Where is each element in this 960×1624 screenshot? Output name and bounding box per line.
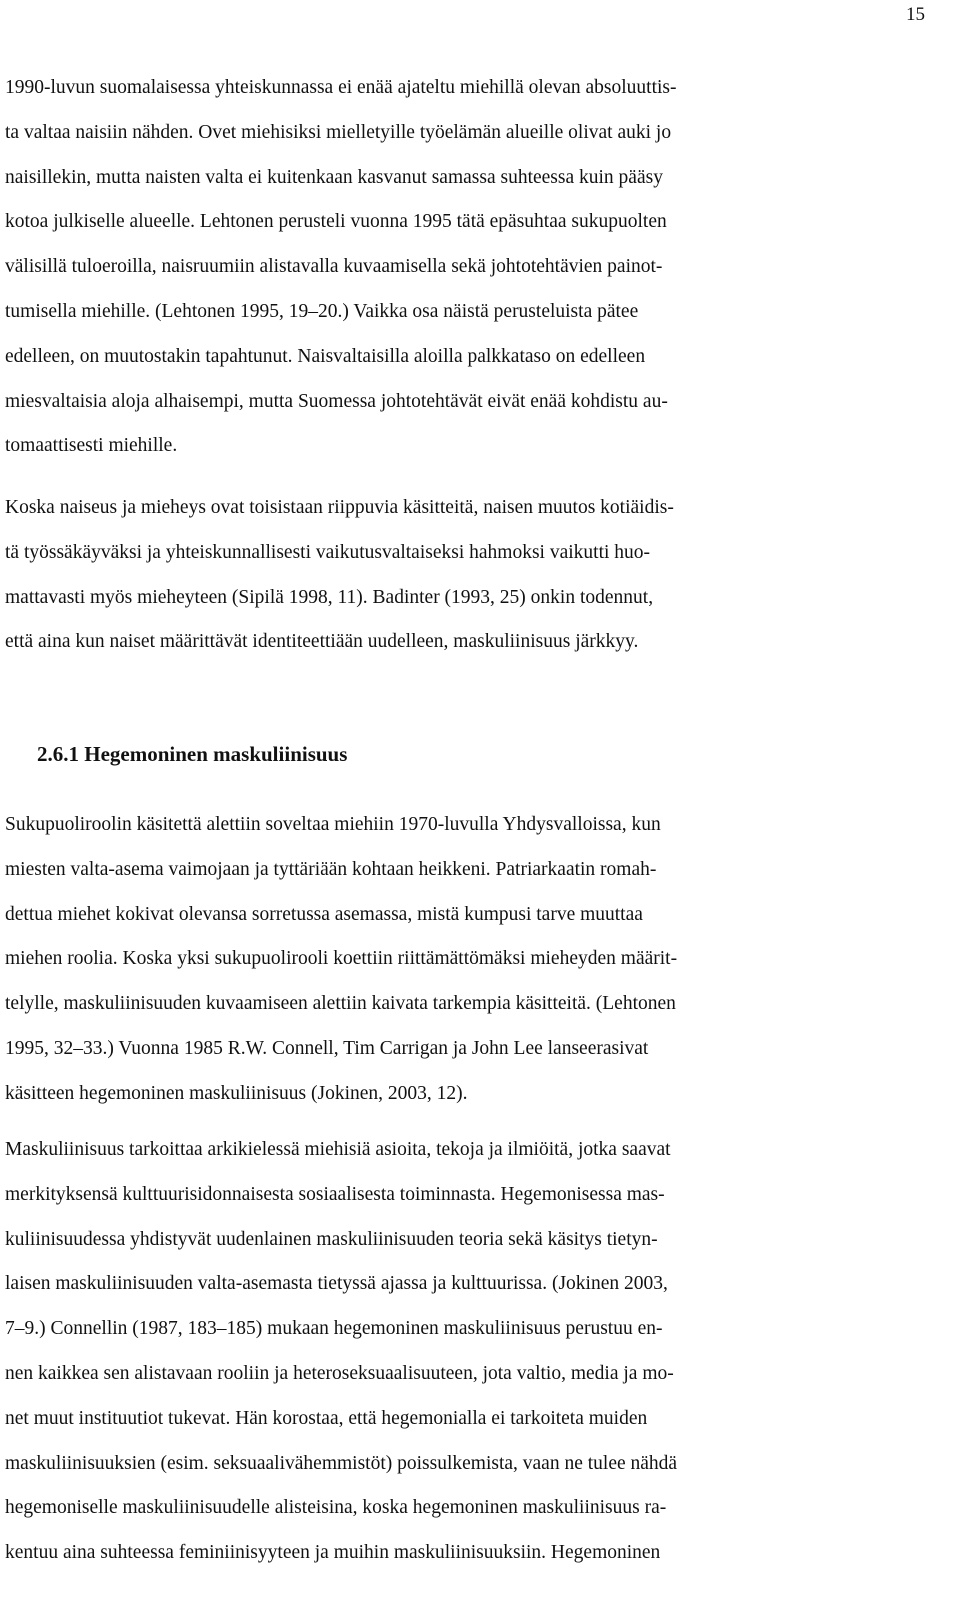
text-line: ta valtaa naisiin nähden. Ovet miehisiksi mielletyille työelämän alueille olivat auki jo [5, 121, 672, 143]
paragraph-1 [5, 66, 677, 469]
paragraph-2 [5, 486, 674, 665]
text-line: kentuu aina suhteessa feminiinisyyteen ja muihin maskuliinisuuksiin. Hegemoninen [5, 1542, 661, 1564]
text-line: nen kaikkea sen alistavaan rooliin ja heteroseksuaalisuuteen, jota valtio, media ja mo- [5, 1362, 674, 1384]
text-line: Sukupuoliroolin käsitettä alettiin soveltaa miehiin 1970-luvulla Yhdysvalloissa, kun [5, 814, 661, 835]
paragraph-4 [5, 1128, 677, 1576]
text-line: Koska naiseus ja mieheys ovat toisistaan riippuvia käsitteitä, naisen muutos kotiäidis- [5, 497, 674, 518]
text-line: 1990-luvun suomalaisessa yhteiskunnassa ei enää ajateltu miehillä olevan absoluuttis- [5, 77, 677, 98]
text-line: mattavasti myös mieheyteen (Sipilä 1998, 11). Badinter (1993, 25) onkin todennut, [5, 586, 654, 608]
text-line: laisen maskuliinisuuden valta-asemasta tietyssä ajassa ja kulttuurissa. (Jokinen 2003, [5, 1273, 668, 1295]
text-line: miesten valta-asema vaimojaan ja tyttäriään kohtaan heikkeni. Patriarkaatin romah- [5, 858, 657, 880]
section-heading: 2.6.1 Hegemoninen maskuliinisuus [37, 742, 348, 766]
text-line: välisillä tuloeroilla, naisruumiin alistavalla kuvaamisella sekä johtotehtävien painot- [5, 256, 663, 278]
text-line: miesvaltaisia aloja alhaisempi, mutta Suomessa johtotehtävät eivät enää kohdistu au- [5, 390, 668, 412]
text-line: tä työssäkäyväksi ja yhteiskunnallisesti vaikutusvaltaiseksi hahmoksi vaikutti huo- [5, 541, 651, 563]
text-line: naisillekin, mutta naisten valta ei kuitenkaan kasvanut samassa suhteessa kuin pääsy [5, 166, 663, 188]
page-number: 15 [906, 4, 925, 25]
text-line: tomaattisesti miehille. [5, 435, 178, 457]
text-line: edelleen, on muutostakin tapahtunut. Naisvaltaisilla aloilla palkkataso on edelleen [5, 345, 646, 367]
text-line: dettua miehet kokivat olevansa sorretussa asemassa, mistä kumpusi tarve muuttaa [5, 903, 643, 925]
text-line: merkityksensä kulttuurisidonnaisesta sosiaalisesta toiminnasta. Hegemonisessa mas- [5, 1183, 665, 1205]
text-line: kotoa julkiselle alueelle. Lehtonen perusteli vuonna 1995 tätä epäsuhtaa sukupuolten [5, 211, 667, 233]
text-line: käsitteen hegemoninen maskuliinisuus (Jokinen, 2003, 12). [5, 1082, 468, 1104]
paragraph-3 [5, 803, 677, 1117]
text-line: hegemoniselle maskuliinisuudelle alisteisina, koska hegemoninen maskuliinisuus ra- [5, 1497, 667, 1519]
text-line: 1995, 32–33.) Vuonna 1985 R.W. Connell, Tim Carrigan ja John Lee lanseerasivat [5, 1037, 649, 1059]
text-line: Maskuliinisuus tarkoittaa arkikielessä miehisiä asioita, tekoja ja ilmiöitä, jotka saavat [5, 1139, 671, 1160]
text-line: että aina kun naiset määrittävät identiteettiään uudelleen, maskuliinisuus järkkyy. [5, 631, 639, 653]
text-line: tumisella miehille. (Lehtonen 1995, 19–20.) Vaikka osa näistä perusteluista pätee [5, 300, 639, 322]
text-line: 7–9.) Connellin (1987, 183–185) mukaan hegemoninen maskuliinisuus perustuu en- [5, 1318, 663, 1340]
text-line: miehen roolia. Koska yksi sukupuolirooli koettiin riittämättömäksi mieheyden määrit- [5, 948, 678, 970]
text-line: maskuliinisuuksien (esim. seksuaalivähemmistöt) poissulkemista, vaan ne tulee nähdä [5, 1452, 678, 1474]
text-line: net muut instituutiot tukevat. Hän korostaa, että hegemonialla ei tarkoiteta muiden [5, 1407, 648, 1429]
text-line: kuliinisuudessa yhdistyvät uudenlainen maskuliinisuuden teoria sekä käsitys tietyn- [5, 1228, 658, 1250]
text-line: telylle, maskuliinisuuden kuvaamiseen alettiin kaivata tarkempia käsitteitä. (Lehtonen [5, 993, 676, 1015]
